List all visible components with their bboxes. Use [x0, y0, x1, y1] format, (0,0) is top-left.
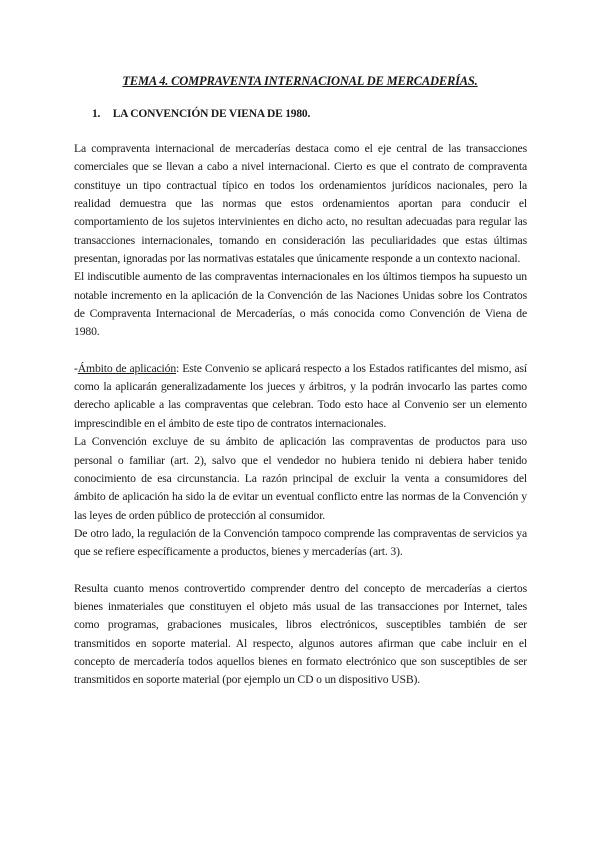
- document-body: [74, 140, 527, 690]
- paragraph-intangibles: Resulta cuanto menos controvertido comprender dentro del concepto de mercaderías a ciertos bienes inmateriales que constituyen el objeto más usual de las transacciones por Internet, tales como programas, grabaciones musicales, libros electrónicos, susceptibles también de ser transmitidos en soporte material. Al respecto, algunos autores afirman que cabe incluir en el concepto de mercadería todos aquellos bienes en formato electrónico que son susceptibles de ser transmitidos en soporte material (por ejemplo un CD o un dispositivo USB).: [74, 581, 527, 687]
- paragraph-exclusion: La Convención excluye de su ámbito de aplicación las compraventas de productos para uso personal o familiar (art. 2), salvo que el vendedor no hubiera tenido ni debiera haber tenido conocimiento de esa circunstancia. La razón principal de excluir la venta a consumidores del ámbito de aplicación ha sido la de evitar un eventual conflicto entre las normas de la Convención y las leyes de orden público de protección al consumidor.: [74, 435, 527, 522]
- paragraph-scope: [74, 360, 527, 433]
- section-number: 1.: [92, 108, 101, 120]
- section-title: LA CONVENCIÓN DE VIENA DE 1980.: [112, 108, 311, 120]
- scope-term: Ámbito de aplicación: [77, 361, 177, 375]
- paragraph-intro: La compraventa internacional de mercaderías destaca como el eje central de las transacciones comerciales que se llevan a cabo a nivel internacional. Cierto es que el contrato de compraventa constituye un tipo contractual típico en todos los ordenamientos jurídicos nacionales, pero la realidad demuestra que las normas que estos ordenamientos aportan para conducir el comportamiento de los sujetos intervinientes en dicho acto, no resultan adecuadas para regular las transacciones internacionales, tomando en consideración las peculiaridades que estas últimas presentan, ignoradas por las normativas estatales que únicamente responde a un contexto nacional.: [74, 142, 527, 266]
- scope-text: : Este Convenio se aplicará respecto a los Estados ratificantes del mismo, así como la aplicarán generalizadamente los jueces y árbitros, y la podrán invocarlo las partes como derecho aplicable a las compraventas que celebran. Todo esto hace al Convenio ser un elemento imprescindible en el ámbito de este tipo de contratos internacionales.: [74, 361, 527, 430]
- scope-dash: -: [74, 361, 78, 375]
- paragraph-spacer: [74, 562, 527, 580]
- paragraph-increase: El indiscutible aumento de las compraventas internacionales en los últimos tiempos ha supuesto un notable incremento en la aplicación de la Convención de las Naciones Unidas sobre los Contratos de Compraventa Internacional de Mercaderías, o más conocida como Convención de Viena de 1980.: [74, 270, 527, 339]
- paragraph-services: De otro lado, la regulación de la Convención tampoco comprende las compraventas de servicios ya que se refiere específicamente a productos, bienes y mercaderías (art. 3).: [74, 526, 527, 559]
- section-heading: [92, 108, 310, 120]
- document-title: TEMA 4. COMPRAVENTA INTERNACIONAL DE MERCADERÍAS.: [122, 74, 478, 88]
- paragraph-spacer: [74, 342, 527, 360]
